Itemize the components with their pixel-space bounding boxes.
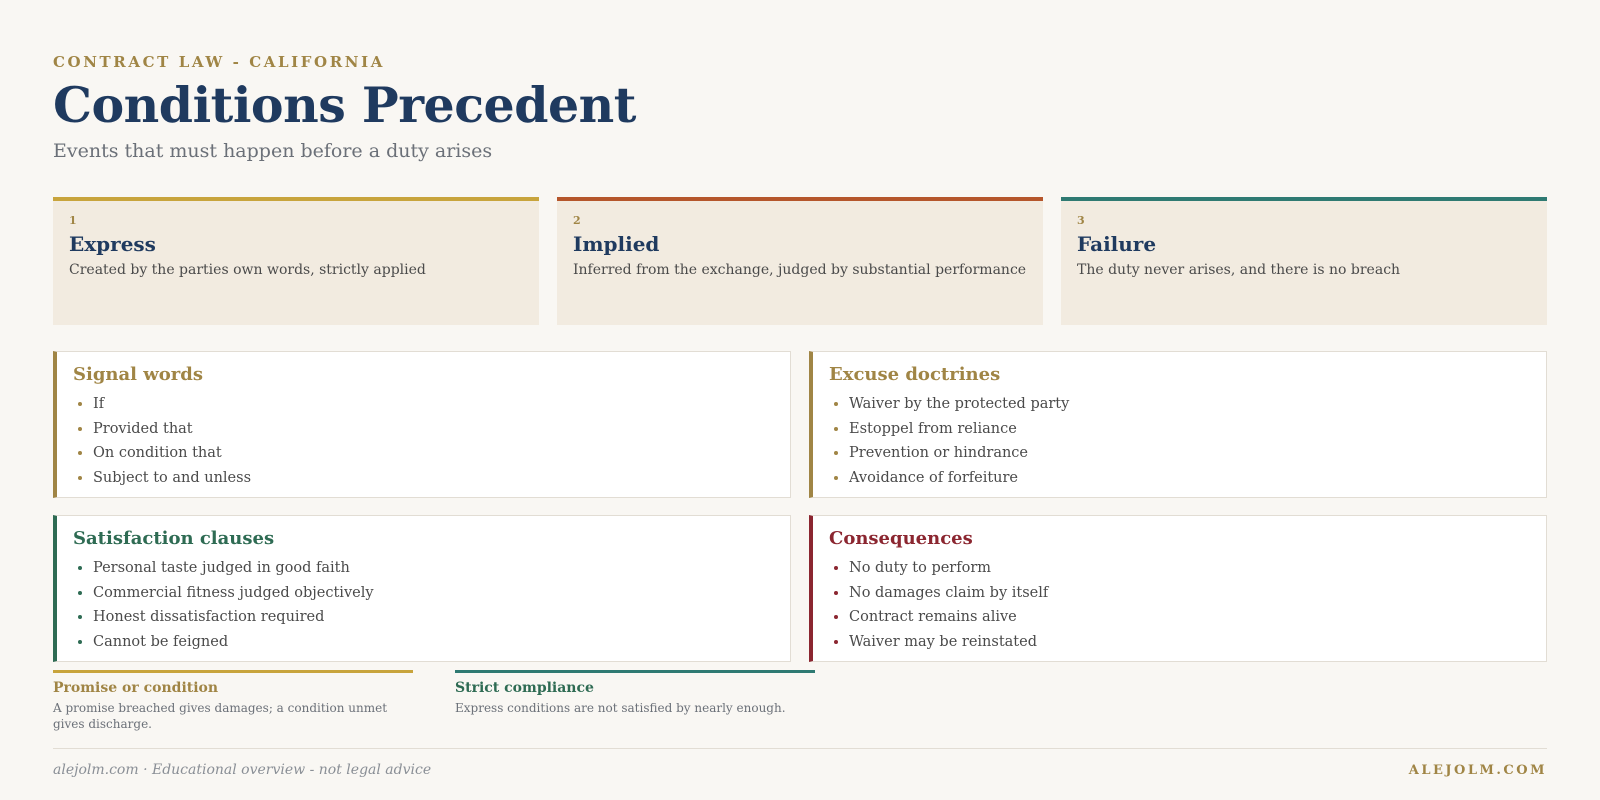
- list-item: • Waiver may be reinstated: [849, 630, 1530, 655]
- card-number: 2: [573, 214, 581, 227]
- page-title: Conditions Precedent: [53, 76, 636, 134]
- card-number: 1: [69, 214, 77, 227]
- card-description: Inferred from the exchange, judged by substantial performance: [573, 262, 1027, 278]
- list-item: • If: [93, 392, 774, 417]
- note-text: A promise breached gives damages; a condition unmet gives discharge.: [53, 701, 388, 731]
- footer-divider: [53, 748, 1547, 749]
- panel-title: Excuse doctrines: [829, 364, 1001, 385]
- card-failure: [1061, 197, 1547, 325]
- list-item: • No duty to perform: [849, 556, 1530, 581]
- list-item: • Commercial fitness judged objectively: [93, 581, 774, 606]
- list-item: • Provided that: [93, 417, 774, 442]
- card-title: Failure: [1077, 232, 1157, 256]
- signal-words-list: [73, 392, 774, 490]
- footer-disclaimer: alejolm.com · Educational overview - not legal advice: [53, 762, 432, 778]
- eyebrow-label: CONTRACT LAW - CALIFORNIA: [53, 53, 385, 71]
- list-item: • Subject to and unless: [93, 466, 774, 491]
- excuse-doctrines-list: [829, 392, 1530, 490]
- card-title: Implied: [573, 232, 660, 256]
- card-number: 3: [1077, 214, 1085, 227]
- summary-cards: [53, 197, 1547, 329]
- note-promise-or-condition: [53, 670, 413, 732]
- list-item: • Prevention or hindrance: [849, 441, 1530, 466]
- note-strict-compliance: [455, 670, 815, 716]
- list-item: • Personal taste judged in good faith: [93, 556, 774, 581]
- consequences-panel: [809, 515, 1547, 662]
- card-description: The duty never arises, and there is no breach: [1077, 262, 1401, 278]
- list-item: • On condition that: [93, 441, 774, 466]
- note-text: Express conditions are not satisfied by nearly enough.: [455, 701, 786, 715]
- list-item: • Avoidance of forfeiture: [849, 466, 1530, 491]
- panel-title: Signal words: [73, 364, 203, 385]
- excuse-doctrines-panel: [809, 351, 1547, 498]
- footer-brand: ALEJOLM.COM: [1408, 763, 1547, 778]
- list-item: • Honest dissatisfaction required: [93, 605, 774, 630]
- card-implied: [557, 197, 1043, 325]
- signal-words-panel: [53, 351, 791, 498]
- list-item: • Waiver by the protected party: [849, 392, 1530, 417]
- satisfaction-clauses-panel: [53, 515, 791, 662]
- card-express: [53, 197, 539, 325]
- note-title: Promise or condition: [53, 680, 219, 696]
- panel-title: Consequences: [829, 528, 973, 549]
- card-description: Created by the parties own words, strictly applied: [69, 262, 426, 278]
- panel-title: Satisfaction clauses: [73, 528, 275, 549]
- list-item: • Cannot be feigned: [93, 630, 774, 655]
- list-item: • Estoppel from reliance: [849, 417, 1530, 442]
- consequences-list: [829, 556, 1530, 654]
- list-item: • Contract remains alive: [849, 605, 1530, 630]
- list-item: • No damages claim by itself: [849, 581, 1530, 606]
- note-title: Strict compliance: [455, 680, 594, 696]
- satisfaction-clauses-list: [73, 556, 774, 654]
- card-title: Express: [69, 232, 156, 256]
- page-subtitle: Events that must happen before a duty arises: [53, 140, 493, 162]
